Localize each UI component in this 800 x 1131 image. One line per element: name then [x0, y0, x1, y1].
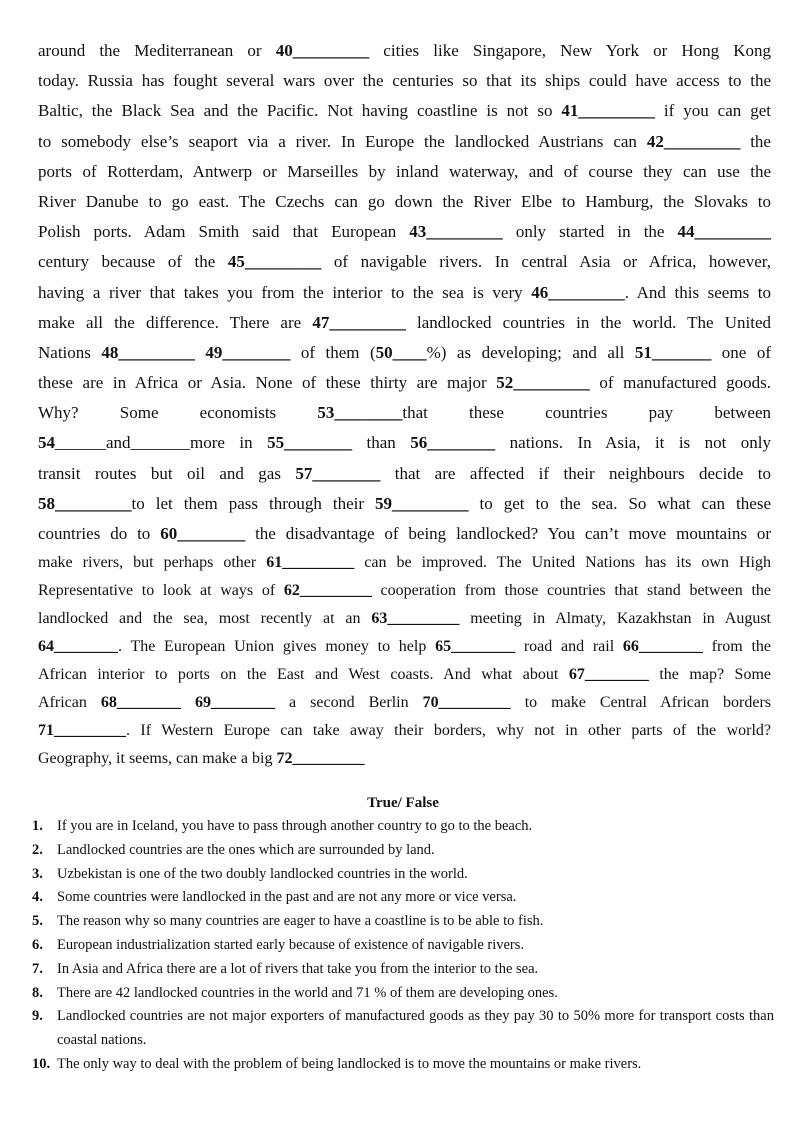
statement-number: 9. — [32, 1008, 43, 1025]
blank-number: 51_______ — [634, 342, 712, 362]
blank-number: 43_________ — [409, 222, 503, 242]
passage-text: Representative to look at ways of — [38, 582, 284, 600]
passage-text: if you can get — [654, 101, 772, 121]
statement-text: If you are in Iceland, you have to pass through another country to go to the beach. — [57, 818, 533, 834]
passage-line — [38, 36, 771, 66]
statement-item — [32, 815, 774, 839]
passage-text: %) as developing; and all — [426, 342, 635, 362]
blank-number: 40_________ — [275, 41, 370, 60]
passage-text: that these countries pay between — [402, 403, 771, 423]
statement-text: Uzbekistan is one of the two doubly landlocked countries in the world. — [57, 865, 468, 882]
passage-text — [181, 694, 195, 711]
passage-text: to somebody else’s seaport via a river. In Europe the landlocked Austrians can — [38, 131, 647, 151]
passage-text: countries do to — [38, 524, 161, 543]
passage-text: . The European Union gives money to help — [118, 638, 436, 656]
passage-line — [38, 217, 771, 247]
blank-number: 61_________ — [266, 554, 355, 572]
passage-text: century because of the — [38, 252, 228, 272]
passage-text: African — [38, 694, 101, 712]
passage-text: nations. In Asia, it is not only — [495, 433, 771, 453]
passage-line — [38, 459, 771, 489]
passage-text: from the — [702, 638, 771, 656]
blank-number: 71_________ — [38, 722, 126, 740]
statement-number: 8. — [32, 984, 43, 1001]
passage-text: a second Berlin — [274, 694, 423, 712]
passage-text: around the Mediterranean or — [38, 41, 276, 60]
passage-text: that are affected if their neighbours decide to — [380, 463, 771, 483]
passage-text: having a river that takes you from the interior to the sea is very — [38, 282, 532, 302]
passage-line — [38, 689, 771, 717]
passage-text: the disadvantage of being landlocked? You can’t move mountains or — [245, 524, 771, 543]
passage-line — [38, 489, 771, 519]
blank-number: 56________ — [410, 433, 496, 453]
blank-number: 69________ — [194, 694, 275, 712]
blank-number: 55________ — [267, 433, 353, 453]
passage-text: African interior to ports on the East and West coasts. And what about — [38, 666, 569, 684]
blank-number: 64________ — [38, 638, 118, 656]
statement-number: 5. — [32, 913, 43, 930]
blank-number: 48_________ — [101, 342, 195, 362]
statement-item — [32, 910, 774, 934]
statement-number: 7. — [32, 960, 43, 977]
passage-text: one of — [711, 342, 771, 362]
passage-text: . If Western Europe can take away their borders, why not in other parts of the world? — [126, 722, 771, 740]
passage-line — [38, 717, 771, 745]
cloze-passage — [38, 36, 771, 773]
statement-item — [32, 839, 774, 863]
passage-text: than — [352, 433, 411, 453]
passage-line — [38, 247, 771, 277]
passage-text: cities like Singapore, New York or Hong Kong — [369, 41, 772, 60]
passage-text: these are in Africa or Asia. None of these thirty are major — [38, 373, 497, 393]
passage-text: ports of Rotterdam, Antwerp or Marseilles by inland waterway, and of course they can use the — [38, 161, 771, 181]
statement-text: Landlocked countries are not major exporters of manufactured goods as they pay 30 to 50% more for transport costs than coastal nations. — [57, 1008, 774, 1049]
blank-number: 62_________ — [283, 582, 372, 600]
statement-item — [32, 863, 774, 887]
passage-text: transit routes but oil and gas — [38, 463, 296, 483]
true-false-list — [32, 815, 774, 1077]
blank-number: 52_________ — [496, 373, 590, 393]
blank-number: 54 — [38, 433, 55, 453]
passage-line — [38, 745, 771, 773]
statement-item — [32, 886, 774, 910]
blank-number: 45_________ — [227, 252, 322, 272]
blank-number: 47_________ — [312, 312, 406, 332]
passage-text: road and rail — [515, 638, 623, 656]
passage-text: the — [740, 131, 771, 151]
true-false-section — [32, 793, 774, 1077]
passage-text: River Danube to go east. The Czechs can go down the River Elbe to Hamburg, the Slovaks to — [38, 191, 771, 211]
statement-number: 10. — [32, 1055, 51, 1072]
blank-number: 49________ — [205, 342, 291, 362]
statement-text: In Asia and Africa there are a lot of rivers that take you from the interior to the sea. — [57, 960, 539, 977]
blank-number: 50____ — [375, 342, 427, 362]
blank-number: 66________ — [622, 638, 703, 656]
statement-text: Landlocked countries are the ones which are surrounded by land. — [57, 841, 435, 858]
blank-number: 44_________ — [677, 222, 771, 242]
blank-number: 42_________ — [646, 131, 741, 151]
passage-text: to let them pass through their — [131, 493, 376, 513]
passage-line — [38, 96, 771, 126]
statement-number: 4. — [32, 889, 43, 906]
blank-number: 67________ — [568, 666, 649, 684]
passage-text: landlocked and the sea, most recently at an — [38, 610, 372, 628]
blank-number: 63_________ — [371, 610, 460, 628]
passage-text: to get to the sea. So what can these — [468, 493, 771, 513]
statement-item — [32, 958, 774, 982]
statement-text: The reason why so many countries are eager to have a coastline is to be able to fish. — [57, 913, 544, 930]
passage-line — [38, 66, 771, 96]
statement-item — [32, 934, 774, 958]
statement-number: 2. — [32, 841, 43, 858]
passage-text: landlocked countries in the world. The United — [405, 312, 771, 332]
passage-text: meeting in Almaty, Kazakhstan in August — [459, 610, 772, 628]
statement-number: 3. — [32, 865, 43, 882]
passage-text: today. Russia has fought several wars over the centuries so that its ships could have access to the — [38, 71, 771, 91]
passage-line — [38, 519, 771, 549]
section-title: True/ False — [367, 795, 439, 811]
passage-text: Geography, it seems, can make a big — [38, 750, 277, 768]
blank-number: 58_________ — [38, 493, 132, 513]
passage-line — [38, 157, 771, 187]
statement-item — [32, 1053, 774, 1077]
statement-item — [32, 1005, 774, 1053]
statement-number: 6. — [32, 936, 43, 953]
passage-text: of them ( — [290, 342, 376, 362]
blank-number: 41_________ — [561, 101, 655, 121]
passage-line — [38, 127, 771, 157]
statement-text: There are 42 landlocked countries in the world and 71 % of them are developing ones. — [57, 984, 558, 1001]
passage-text: of manufactured goods. — [589, 373, 771, 393]
statement-text: The only way to deal with the problem of being landlocked is to move the mountains or make rivers. — [57, 1055, 642, 1072]
passage-line — [38, 633, 771, 661]
passage-text: . And this seems to — [624, 282, 772, 302]
statement-number: 1. — [32, 818, 43, 834]
blank-number: 72_________ — [276, 750, 365, 768]
statement-item — [32, 982, 774, 1006]
passage-line — [38, 398, 771, 428]
passage-text: only started in the — [502, 222, 678, 242]
blank-number: 57________ — [295, 463, 381, 483]
blank-number: 53________ — [317, 403, 403, 423]
blank-number: 59_________ — [375, 493, 469, 513]
passage-text: make rivers, but perhaps other — [38, 554, 267, 572]
passage-line — [38, 549, 771, 577]
passage-text: Nations — [38, 342, 102, 362]
passage-text: make all the difference. There are — [38, 312, 313, 332]
passage-line — [38, 278, 771, 308]
passage-text: of navigable rivers. In central Asia or Africa, however, — [321, 252, 772, 272]
passage-line — [38, 187, 771, 217]
blank-number: 68________ — [100, 694, 181, 712]
blank-number: 70_________ — [422, 694, 511, 712]
passage-text: Baltic, the Black Sea and the Pacific. Not having coastline is not so — [38, 101, 562, 121]
passage-text — [195, 343, 205, 362]
passage-line — [38, 605, 771, 633]
passage-text: to make Central African borders — [510, 694, 772, 712]
statement-text: European industrialization started early because of existence of navigable rivers. — [57, 936, 525, 953]
passage-text: can be improved. The United Nations has its own High — [354, 554, 772, 572]
passage-text: Why? Some economists — [38, 403, 318, 423]
passage-text: the map? Some — [648, 666, 772, 684]
blank-number: 46_________ — [531, 282, 625, 302]
passage-line — [38, 338, 771, 368]
blank-number: 65________ — [435, 638, 516, 656]
passage-text: Polish ports. Adam Smith said that European — [38, 222, 410, 242]
passage-line — [38, 428, 771, 458]
statement-text: Some countries were landlocked in the past and are not any more or vice versa. — [57, 889, 517, 906]
passage-line — [38, 577, 771, 605]
passage-line — [38, 661, 771, 689]
passage-text: ______and_______more in — [55, 433, 268, 453]
passage-line — [38, 368, 771, 398]
passage-text: cooperation from those countries that stand between the — [371, 582, 771, 600]
passage-line — [38, 308, 771, 338]
blank-number: 60________ — [160, 524, 246, 543]
